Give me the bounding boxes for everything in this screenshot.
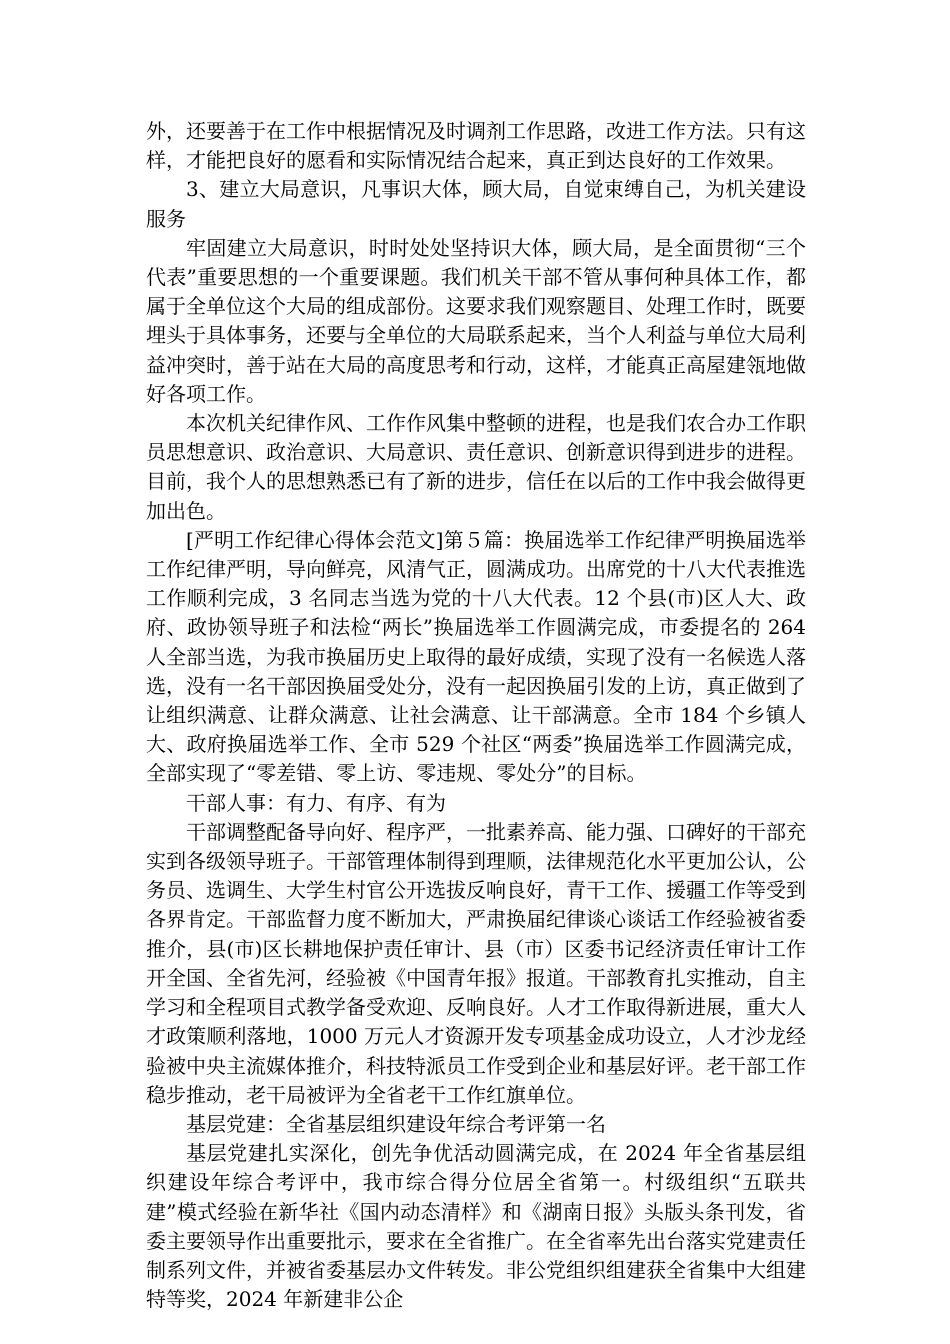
- paragraph-7: 干部调整配备导向好、程序严，一批素养高、能力强、口碑好的干部充实到各级领导班子。干部管理体制得到理顺，法律规范化水平更加公认，公务员、选调生、大学生村官公开选拔反响良好，青干工作、援疆工作等受到各界肯定。干部监督力度不断加大，严肃换届纪律谈心谈话工作经验被省委推介，县(市)区长耕地保护责任审计、县（市）区委书记经济责任审计工作开全国、全省先河，经验被《中国青年报》报道。干部教育扎实推动，自主学习和全程项目式教学备受欢迎、反响良好。人才工作取得新进展，重大人才政策顺利落地，1000 万元人才资源开发专项基金成功设立，人才沙龙经验被中央主流媒体推介，科技特派员工作受到企业和基层好评。老干部工作稳步推动，老干局被评为全省老干工作红旗单位。: [146, 819, 806, 1107]
- paragraph-1: 外，还要善于在工作中根据情况及时调剂工作思路，改进工作方法。只有这样，才能把良好的愿看和实际情况结合起来，真正到达良好的工作效果。: [146, 119, 806, 173]
- paragraph-8-heading: 基层党建：全省基层组织建设年综合考评第一名: [186, 1111, 606, 1136]
- paragraph-4: 本次机关纪律作风、工作作风集中整顿的进程，也是我们农合办工作职员思想意识、政治意识、大局意识、责任意识、创新意识得到进步的进程。目前，我个人的思想熟悉已有了新的进步，信任在以后的工作中我会做得更加出色。: [146, 411, 806, 523]
- paragraph-3: 牢固建立大局意识，时时处处坚持识大体，顾大局，是全面贯彻“三个代表”重要思想的一个重要课题。我们机关干部不管从事何种具体工作，都属于全单位这个大局的组成部份。这要求我们观察题目、处理工作时，既要埋头于具体事务，还要与全单位的大局联系起来，当个人利益与单位大局利益冲突时，善于站在大局的高度思考和行动，这样，才能真正高屋建瓴地做好各项工作。: [146, 235, 806, 406]
- paragraph-2-heading: 3、建立大局意识，凡事识大体，顾大局，自觉束缚自己，为机关建设服务: [146, 177, 806, 231]
- paragraph-6-heading: 干部人事：有力、有序、有为: [186, 790, 446, 815]
- document-page: [146, 117, 806, 1314]
- paragraph-5: [严明工作纪律心得体会范文]第５篇：换届选举工作纪律严明换届选举工作纪律严明，导向鲜亮，风清气正，圆满成功。出席党的十八大代表推选工作顺利完成，3 名同志当选为党的十八大代表。12 个县(市)区人大、政府、政协领导班子和法检“两长”换届选举工作圆满完成，市委提名的 264 人全部当选，为我市换届历史上取得的最好成绩，实现了没有一名候选人落选，没有一名干部因换届受处分，没有一起因换届引发的上访，真正做到了让组织满意、让群众满意、让社会满意、让干部满意。全市 184 个乡镇人大、政府换届选举工作、全市 529 个社区“两委”换届选举工作圆满完成，全部实现了“零差错、零上访、零违规、零处分”的目标。: [146, 527, 806, 786]
- paragraph-9: 基层党建扎实深化，创先争优活动圆满完成，在 2024 年全省基层组织建设年综合考评中，我市综合得分位居全省第一。村级组织“五联共建”模式经验在新华社《国内动态清样》和《湖南日报》头版头条刊发，省委主要领导作出重要批示，要求在全省推广。在全省率先出台落实党建责任制系列文件，并被省委基层办文件转发。非公党组织组建获全省集中大组建特等奖，2024 年新建非公企: [146, 1141, 806, 1312]
